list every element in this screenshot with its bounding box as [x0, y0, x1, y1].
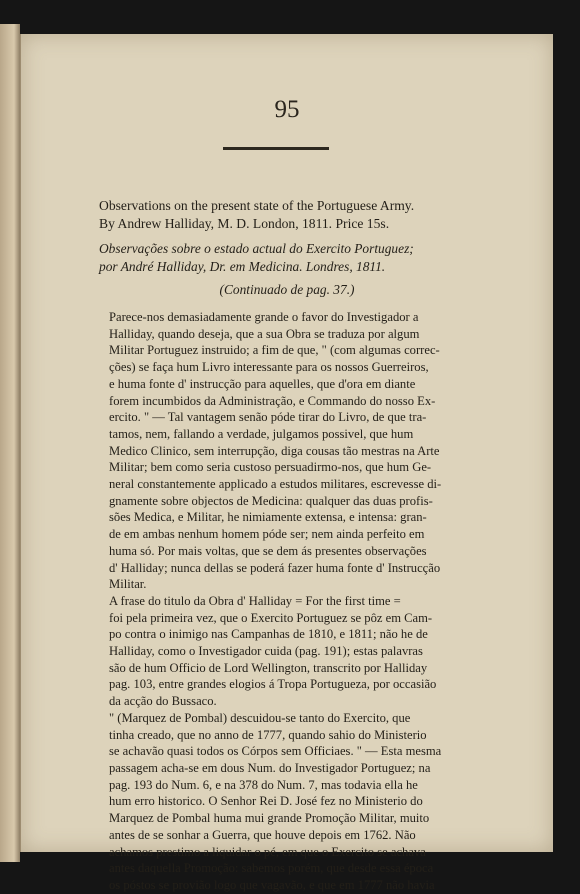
text-line: os póstos se provião logo que vagavão, e que em 1777 não havia	[109, 877, 435, 892]
text-line: ercito. " — Tal vantagem senão póde tirar do Livro, de que tra-	[109, 410, 427, 425]
text-line: pag. 193 do Num. 6, e na 378 do Num. 7, mas todavia ella he	[109, 777, 418, 792]
text-line: Halliday, como o Investigador cuida (pag. 191); estas palavras	[109, 644, 423, 659]
text-line: neral constantemente applicado a estudos militares, escrevesse di-	[109, 477, 442, 492]
english-title	[99, 197, 499, 232]
text-line: Halliday, quando deseja, que a sua Obra se traduza por algum	[109, 326, 420, 341]
text-line: são de hum Officio de Lord Wellington, transcrito por Halliday	[109, 660, 428, 675]
text-line: e huma fonte d' instrucção para aquelles, que d'ora em diante	[109, 376, 416, 391]
text-line: de em ambas nenhum homem póde ser; nem ainda perfeito em	[109, 527, 425, 542]
paragraph	[79, 593, 459, 710]
text-line: po contra o inimigo nas Campanhas de 1810, e 1811; não he de	[109, 627, 428, 642]
text-line: forem incumbidos da Administração, e Commando do nosso Ex-	[109, 393, 436, 408]
text-line: Marquez de Pombal huma mui grande Promoção Militar, muito	[109, 811, 430, 826]
text-line: ções) se faça hum Livro interessante para os nossos Guerreiros,	[109, 360, 429, 375]
text-line: da acção do Bussaco.	[109, 694, 217, 709]
text-line: tamos, nem, fallando a verdade, julgamos possivel, que hum	[109, 426, 414, 441]
portuguese-title	[99, 240, 499, 275]
text-line: A frase do titulo da Obra d' Halliday = For the first time =	[109, 593, 401, 608]
text-line: Militar; bem como seria custoso persuadirmo-nos, que hum Ge-	[109, 460, 432, 475]
text-line: antes daquella Promoção: sabemos porém, que desde essa época	[109, 861, 434, 876]
text-line: gnamente sobre objectos de Medicina: qualquer das duas profis-	[109, 493, 433, 508]
text-line: tinha creado, que no anno de 1777, quando sahio do Ministerio	[109, 727, 427, 742]
page-number: 95	[274, 96, 300, 123]
portuguese-title-line: por André Halliday, Dr. em Medicina. Londres, 1811.	[99, 258, 386, 274]
paragraph	[79, 309, 459, 593]
text-line: antes de se sonhar a Guerra, que houve depois em 1762. Não	[109, 827, 416, 842]
text-line: achamos prestimo a liquidar o pé, em que o Exercito se achava	[109, 844, 426, 859]
body-text	[79, 309, 459, 894]
english-title-line: Observations on the present state of the Portuguese Army.	[99, 198, 415, 213]
text-line: foi pela primeira vez, que o Exercito Portuguez se pôz em Cam-	[109, 610, 433, 625]
portuguese-title-line: Observações sobre o estado actual do Exercito Portuguez;	[99, 241, 414, 256]
text-line: Militar.	[109, 577, 147, 592]
text-line: Militar Portuguez instruido; a fim de que, " (com algumas correc-	[109, 343, 440, 358]
text-line: d' Halliday; nunca dellas se poderá fazer huma fonte d' Instrucção	[109, 560, 441, 575]
text-line: passagem acha-se em dous Num. do Investigador Portuguez; na	[109, 760, 431, 775]
book-page	[20, 34, 553, 892]
continued-note: (Continuado de pag. 37.)	[219, 282, 355, 297]
header-rule	[223, 147, 329, 150]
paragraph	[79, 710, 459, 894]
english-title-line: By Andrew Halliday, M. D. London, 1811. Price 15s.	[99, 215, 390, 231]
text-line: huma só. Por mais voltas, que se dem ás presentes observações	[109, 543, 427, 558]
text-line: hum erro historico. O Senhor Rei D. José fez no Ministerio do	[109, 794, 423, 809]
text-line: se achavão quasi todos os Córpos sem Officiaes. " — Esta mesma	[109, 744, 442, 759]
text-line: sões Medica, e Militar, he nimiamente extensa, e intensa: gran-	[109, 510, 427, 525]
text-line: pag. 103, entre grandes elogios á Tropa Portugueza, por occasião	[109, 677, 437, 692]
text-line: " (Marquez de Pombal) descuidou-se tanto do Exercito, que	[109, 710, 411, 725]
text-line: Medico Clinico, sem interrupção, diga cousas tão mestras na Arte	[109, 443, 440, 458]
facing-page-edge	[0, 24, 20, 862]
text-line: Parece-nos demasiadamente grande o favor do Investigador a	[109, 310, 419, 324]
